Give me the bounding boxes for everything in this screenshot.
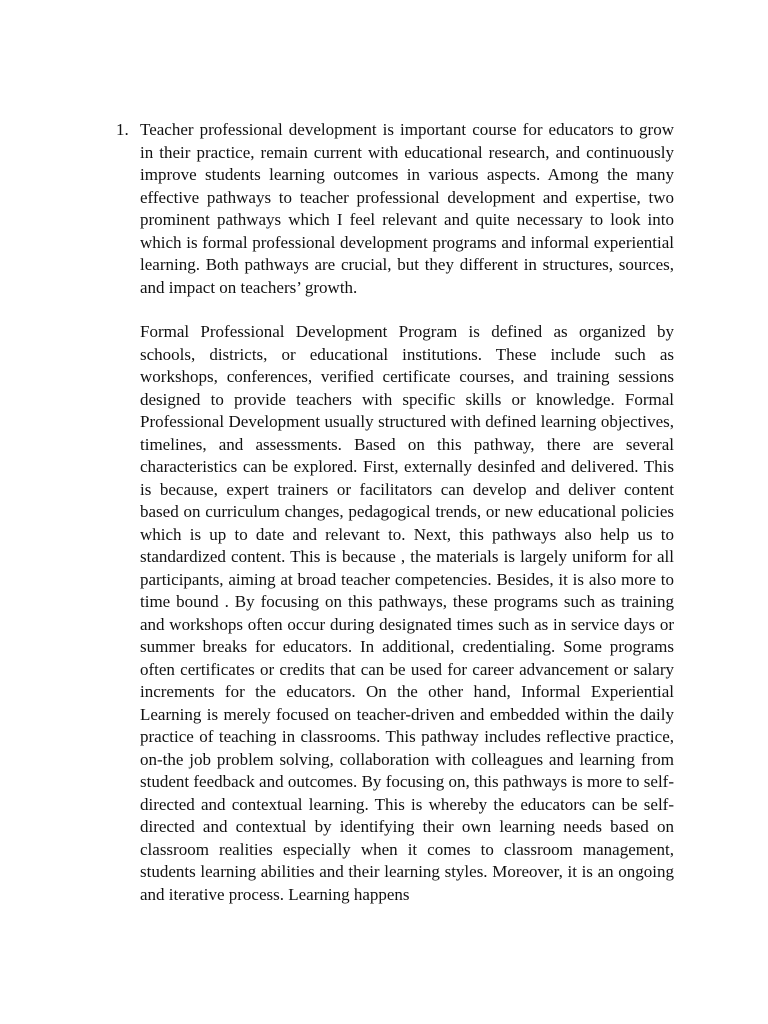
list-item-body [140, 119, 674, 906]
paragraph-formal-pd: Formal Professional Development Program is defined as organized by schools, districts, or educational institutions. These include such as workshops, conferences, verified certificate courses, and training sessions designed to provide teachers with specific skills or knowledge. Formal Professional Development usually structured with defined learning objectives, timelines, and assessments. Based on this pathway, there are several characteristics can be explored. First, externally desinfed and delivered. This is because, expert trainers or facilitators can develop and deliver content based on curriculum changes, pedagogical trends, or new educational policies which is up to date and relevant to. Next, this pathways also help us to standardized content. This is because , the materials is largely uniform for all participants, aiming at broad teacher competencies. Besides, it is also more to time bound . By focusing on this pathways, these programs such as training and workshops often occur during designated times such as in service days or summer breaks for educators. In additional, credentialing. Some programs often certificates or credits that can be used for career advancement or salary increments for the educators. On the other hand, Informal Experiential Learning is merely focused on teacher-driven and embedded within the daily practice of teaching in classrooms. This pathway includes reflective practice, on-the job problem solving, collaboration with colleagues and learning from student feedback and outcomes. By focusing on, this pathways is more to self-directed and contextual learning. This is whereby the educators can be self-directed and contextual by identifying their own learning needs based on classroom realities especially when it comes to classroom management, students learning abilities and their learning styles. Moreover, it is an ongoing and iterative process. Learning happens [140, 322, 674, 904]
paragraph-introduction: Teacher professional development is important course for educators to grow in their practice, remain current with educational research, and continuously improve students learning outcomes in various aspects. Among the many effective pathways to teacher professional development and expertise, two prominent pathways which I feel relevant and quite necessary to look into which is formal professional development programs and informal experiential learning. Both pathways are crucial, but they different in structures, sources, and impact on teachers’ growth. [140, 120, 674, 297]
list-number: 1. [116, 120, 129, 139]
numbered-list-item [116, 119, 674, 906]
